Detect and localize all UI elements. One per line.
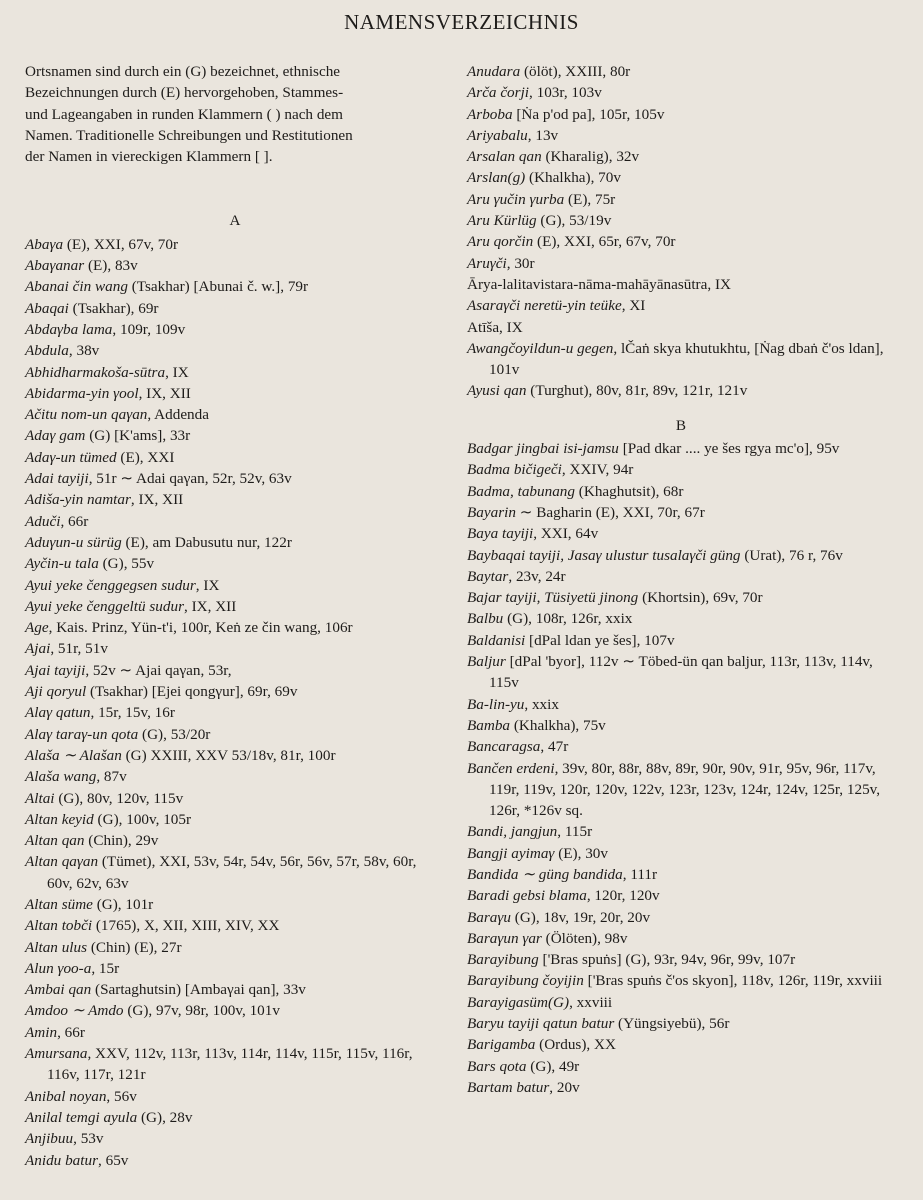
entry-name: Ambai qan bbox=[25, 981, 92, 999]
entry-refs: , XI bbox=[621, 297, 646, 315]
entry-name: Ayui yeke čenggegsen sudur bbox=[25, 576, 196, 594]
index-entry bbox=[25, 1128, 445, 1149]
entry-name: Alaγ qatun bbox=[25, 704, 91, 722]
entry-refs: [Ṅa p'od pa], 105r, 105v bbox=[512, 105, 665, 123]
entry-name: Bamba bbox=[467, 716, 511, 734]
index-entry bbox=[25, 702, 445, 723]
entry-refs: (1765), X, XII, XIII, XIV, XX bbox=[92, 917, 280, 935]
entry-name: Ačitu nom-un qaγan bbox=[25, 406, 148, 424]
entry-refs: , 51r, 51v bbox=[50, 640, 108, 658]
entry-name: Barayibung bbox=[467, 951, 539, 969]
entry-refs: (G) XXIII, XXV 53/18v, 81r, 100r bbox=[121, 746, 336, 764]
entry-name: Bars qota bbox=[467, 1057, 527, 1075]
index-entry bbox=[467, 274, 895, 295]
entry-refs: , 66r bbox=[60, 512, 89, 530]
entry-refs: , 103r, 103v bbox=[529, 84, 602, 102]
entry-name: Amdoo ∼ Amdo bbox=[25, 1002, 124, 1020]
index-entry bbox=[25, 617, 445, 638]
entry-refs: ['Bras spuṅs] (G), 93r, 94v, 96r, 99v, 107r bbox=[538, 951, 796, 969]
entry-name: Altan qaγan bbox=[25, 853, 99, 871]
index-entry bbox=[467, 970, 895, 991]
entry-name: Altan tobči bbox=[25, 917, 93, 935]
entry-refs: Ārya-lalitavistara-nāma-mahāyānasūtra, IX bbox=[467, 275, 731, 293]
index-entry bbox=[467, 438, 895, 459]
entry-name: Asaraγči neretü-yin teüke bbox=[467, 297, 622, 315]
index-entry bbox=[467, 608, 895, 629]
intro-line: Bezeichnungen durch (E) hervorgehoben, Stammes- bbox=[25, 84, 344, 102]
entry-name: Altan süme bbox=[25, 895, 93, 913]
entry-refs: (ölöt), XXIII, 80r bbox=[520, 63, 631, 80]
index-entry bbox=[25, 1000, 445, 1021]
entry-name: Abhidharmakoša-sūtra bbox=[25, 363, 166, 381]
index-entry bbox=[467, 1056, 895, 1077]
entry-name: Arboba bbox=[467, 105, 513, 123]
entry-name: Alaša wang bbox=[25, 768, 97, 786]
entry-refs: (E), XXI bbox=[116, 448, 175, 466]
index-entry bbox=[25, 596, 445, 617]
entry-refs: (Tsakhar) [Abunai č. w.], 79r bbox=[127, 278, 309, 296]
index-entry bbox=[25, 447, 445, 468]
index-entry bbox=[25, 404, 445, 425]
entry-refs: (Ölöten), 98v bbox=[541, 929, 628, 947]
intro-line: Namen. Traditionelle Schreibungen und Restitutionen bbox=[25, 126, 353, 144]
index-entry bbox=[467, 843, 895, 864]
index-entry bbox=[25, 937, 445, 958]
index-entry bbox=[467, 481, 895, 502]
entry-name: Baljur bbox=[467, 653, 506, 671]
index-entry bbox=[467, 821, 895, 842]
entry-refs: , 53v bbox=[73, 1130, 104, 1148]
entry-name: Amin bbox=[25, 1023, 58, 1041]
entry-refs: , IX bbox=[165, 363, 189, 381]
entry-refs: (G), 53/19v bbox=[536, 212, 612, 230]
index-entry bbox=[467, 1077, 895, 1098]
index-entry bbox=[467, 502, 895, 523]
index-entry bbox=[467, 1034, 895, 1055]
entry-refs: , XXIV, 94r bbox=[561, 461, 634, 479]
entry-name: Altan ulus bbox=[25, 938, 88, 956]
entry-refs: (Kharalig), 32v bbox=[541, 148, 640, 166]
entry-name: Abdula bbox=[25, 342, 69, 360]
entry-name: Arslan(g) bbox=[467, 169, 526, 187]
section-heading-a: A bbox=[229, 212, 241, 230]
index-entry bbox=[25, 276, 445, 297]
entry-refs: (G), 28v bbox=[137, 1108, 193, 1126]
entry-name: Abidarma-yin γool bbox=[25, 384, 139, 402]
index-entry bbox=[25, 724, 445, 745]
entry-refs: , IX, XII bbox=[130, 491, 184, 509]
entry-refs: , 66r bbox=[57, 1023, 85, 1041]
index-entry bbox=[467, 949, 895, 970]
index-entry bbox=[467, 146, 895, 167]
index-entry bbox=[25, 1043, 445, 1086]
entry-name: Altan qan bbox=[25, 832, 85, 850]
entry-name: Anilal temgi ayula bbox=[25, 1108, 138, 1126]
entry-refs: (Chin), 29v bbox=[84, 832, 159, 850]
entry-refs: , 56v bbox=[106, 1087, 137, 1105]
entry-name: Anidu batur bbox=[25, 1151, 98, 1169]
entry-name: Baya tayiji bbox=[467, 525, 534, 543]
intro-line: Ortsnamen sind durch ein (G) bezeichnet, ethnische bbox=[25, 63, 341, 80]
entry-name: Baytar bbox=[467, 567, 509, 585]
entry-name: Bartam batur bbox=[467, 1078, 550, 1096]
index-entry bbox=[25, 1086, 445, 1107]
intro-paragraph bbox=[25, 61, 445, 167]
index-entry bbox=[25, 766, 445, 787]
index-entry bbox=[25, 660, 445, 681]
entry-refs: [dPal ldan ye šes], 107v bbox=[525, 631, 675, 649]
index-entry bbox=[467, 736, 895, 757]
index-entry bbox=[467, 295, 895, 316]
index-entry bbox=[467, 1013, 895, 1034]
index-entry bbox=[467, 82, 895, 103]
entry-name: Abaγa bbox=[25, 235, 64, 253]
entry-list-right-a bbox=[467, 61, 895, 402]
index-entry bbox=[467, 523, 895, 544]
index-entry bbox=[467, 694, 895, 715]
index-entry bbox=[467, 459, 895, 480]
index-entry bbox=[467, 566, 895, 587]
entry-refs: (G), 97v, 98r, 100v, 101v bbox=[123, 1002, 280, 1020]
entry-name: Baraγun γar bbox=[467, 929, 542, 947]
entry-refs: , lČaṅ skya khutukhtu, [Ṅag dbaṅ č'os ldan], 101v bbox=[489, 339, 884, 379]
entry-refs: , 13v bbox=[527, 126, 559, 144]
entry-refs: (E), 30v bbox=[554, 844, 608, 862]
entry-name: Alaša ∼ Alašan bbox=[25, 746, 122, 764]
entry-refs: , IX bbox=[195, 576, 220, 594]
index-entry bbox=[25, 489, 445, 510]
entry-name: Ayčin-u tala bbox=[25, 555, 99, 573]
entry-name: Bandida ∼ güng bandida bbox=[467, 865, 623, 883]
entry-name: Amursana bbox=[25, 1045, 88, 1063]
index-entry bbox=[467, 715, 895, 736]
entry-refs: (G), 18v, 19r, 20r, 20v bbox=[510, 908, 651, 926]
entry-name: Abdaγba lama bbox=[25, 320, 113, 338]
index-entry bbox=[467, 630, 895, 651]
entry-refs: (Khalkha), 75v bbox=[510, 716, 606, 734]
index-entry bbox=[25, 830, 445, 851]
index-entry bbox=[25, 979, 445, 1000]
entry-refs: , Kais. Prinz, Yün-t'i, 100r, Keṅ ze čin wang, 106r bbox=[48, 619, 353, 637]
index-entry bbox=[25, 383, 445, 404]
entry-refs: , 52v ∼ Ajai qaγan, 53r, bbox=[85, 661, 232, 679]
entry-refs: (Khaghutsit), 68r bbox=[575, 482, 684, 500]
entry-name: Ariyabalu bbox=[467, 126, 528, 144]
entry-name: Alun γoo-a bbox=[25, 959, 92, 977]
entry-name: Adiša-yin namtar bbox=[25, 491, 131, 509]
entry-name: Aji qoryul bbox=[25, 683, 87, 701]
entry-name: Bancaragsa bbox=[467, 738, 541, 756]
entry-name: Anjibuu bbox=[25, 1130, 74, 1148]
index-entry bbox=[25, 425, 445, 446]
index-entry bbox=[467, 380, 895, 401]
entry-name: Adaγ gam bbox=[25, 427, 86, 445]
entry-name: Ajai tayiji bbox=[25, 661, 86, 679]
entry-refs: , IX, XII bbox=[184, 597, 237, 615]
entry-name: Anudara bbox=[467, 63, 521, 80]
entry-name: Bajar tayiji, Tüsiyetü jinong bbox=[467, 589, 639, 607]
entry-name: Ba-lin-yu bbox=[467, 695, 525, 713]
entry-refs: (E), am Dabusutu nur, 122r bbox=[121, 533, 292, 551]
entry-refs: ['Bras spuṅs č'os skyon], 118v, 126r, 119r, xxviii bbox=[583, 972, 883, 990]
index-entry bbox=[25, 575, 445, 596]
index-entry bbox=[25, 362, 445, 383]
right-column bbox=[467, 61, 895, 1098]
entry-refs: , 20v bbox=[549, 1078, 580, 1096]
index-entry bbox=[25, 1150, 445, 1171]
index-entry bbox=[25, 255, 445, 276]
entry-refs: , XXV, 112v, 113r, 113v, 114r, 114v, 115r, 115v, 116r, 116v, 117r, 121r bbox=[47, 1045, 413, 1084]
entry-refs: , XXI, 64v bbox=[533, 525, 599, 543]
index-entry bbox=[467, 210, 895, 231]
page-title: NAMENSVERZEICHNIS bbox=[344, 10, 579, 34]
index-entry bbox=[25, 958, 445, 979]
index-entry bbox=[467, 104, 895, 125]
entry-name: Baradi gebsi blama bbox=[467, 887, 587, 905]
entry-name: Arča čorji bbox=[467, 84, 530, 102]
entry-refs: , 30r bbox=[506, 254, 535, 272]
entry-name: Altai bbox=[25, 789, 55, 807]
index-entry bbox=[467, 189, 895, 210]
entry-refs: (G), 80v, 120v, 115v bbox=[54, 789, 184, 807]
index-entry bbox=[467, 338, 895, 381]
entry-name: Aduγun-u sürüg bbox=[25, 533, 122, 551]
entry-refs: (Turghut), 80v, 81r, 89v, 121r, 121v bbox=[526, 382, 748, 400]
entry-name: Badgar jingbai isi-jamsu bbox=[467, 440, 619, 458]
index-entry bbox=[467, 864, 895, 885]
entry-refs: (Tümet), XXI, 53v, 54r, 54v, 56r, 56v, 57r, 58v, 60r, 60v, 62v, 63v bbox=[47, 853, 417, 892]
entry-refs: (G), 100v, 105r bbox=[93, 810, 192, 828]
index-entry bbox=[25, 681, 445, 702]
index-entry bbox=[467, 545, 895, 566]
index-entry bbox=[25, 532, 445, 553]
index-entry bbox=[25, 511, 445, 532]
entry-refs: , 47r bbox=[540, 738, 569, 756]
entry-refs: (G), 108r, 126r, xxix bbox=[503, 610, 633, 628]
intro-line: und Lageangaben in runden Klammern ( ) nach dem bbox=[25, 105, 343, 123]
entry-refs: , 38v bbox=[68, 342, 100, 360]
entry-refs: , 51r ∼ Adai qaγan, 52r, 52v, 63v bbox=[88, 470, 292, 488]
intro-line: der Namen in viereckigen Klammern [ ]. bbox=[25, 148, 273, 166]
entry-name: Baryu tayiji qatun batur bbox=[467, 1015, 615, 1033]
entry-name: Ajai bbox=[25, 640, 51, 658]
entry-refs: , xxix bbox=[524, 695, 559, 713]
entry-refs: ∼ Bagharin (E), XXI, 70r, 67r bbox=[515, 503, 705, 521]
entry-refs: , 15r, 15v, 16r bbox=[90, 704, 175, 722]
entry-refs: (Khortsin), 69v, 70r bbox=[638, 589, 763, 607]
entry-refs: (G), 53/20r bbox=[138, 725, 211, 743]
entry-refs: (E), XXI, 65r, 67v, 70r bbox=[533, 233, 676, 251]
entry-name: Age bbox=[25, 619, 49, 637]
entry-name: Barigamba bbox=[467, 1036, 536, 1054]
entry-list-right-b bbox=[467, 438, 895, 1098]
entry-name: Aru qorčin bbox=[467, 233, 534, 251]
entry-name: Baraγu bbox=[467, 908, 511, 926]
entry-refs: (E), 83v bbox=[84, 257, 138, 275]
entry-refs: (Sartaghutsin) [Ambaγai qan], 33v bbox=[91, 981, 306, 999]
entry-name: Alaγ taraγ-un qota bbox=[25, 725, 139, 743]
index-entry bbox=[25, 468, 445, 489]
index-entry bbox=[25, 745, 445, 766]
index-entry bbox=[25, 851, 445, 894]
index-entry bbox=[467, 231, 895, 252]
entry-refs: (Urat), 76 r, 76v bbox=[740, 546, 843, 564]
index-entry bbox=[467, 928, 895, 949]
index-entry bbox=[467, 253, 895, 274]
index-entry bbox=[25, 234, 445, 255]
entry-list-left bbox=[25, 234, 445, 1171]
index-entry bbox=[467, 587, 895, 608]
entry-name: Altan keyid bbox=[25, 810, 94, 828]
index-entry bbox=[467, 758, 895, 822]
entry-refs: , 65v bbox=[98, 1151, 129, 1169]
entry-name: Arsalan qan bbox=[467, 148, 542, 166]
entry-refs: (Khalkha), 70v bbox=[525, 169, 621, 187]
left-column bbox=[25, 61, 445, 1171]
entry-refs: (G), 55v bbox=[98, 555, 155, 573]
index-entry bbox=[25, 1022, 445, 1043]
index-entry bbox=[467, 885, 895, 906]
entry-name: Bangji ayimaγ bbox=[467, 844, 555, 862]
entry-refs: , Addenda bbox=[147, 406, 209, 424]
entry-name: Bančen erdeni bbox=[467, 759, 555, 777]
entry-name: Balbu bbox=[467, 610, 504, 628]
entry-refs: Atīša, IX bbox=[467, 318, 523, 336]
index-entry bbox=[25, 1107, 445, 1128]
entry-name: Barayibung čoyijin bbox=[467, 972, 584, 990]
entry-name: Abaγanar bbox=[25, 257, 85, 275]
entry-refs: (G) [K'ams], 33r bbox=[85, 427, 191, 445]
entry-name: Adaγ-un tümed bbox=[25, 448, 117, 466]
entry-name: Aru γučin γurba bbox=[467, 190, 565, 208]
entry-name: Aru Kürlüg bbox=[467, 212, 537, 230]
entry-refs: , 15r bbox=[91, 959, 120, 977]
index-entry bbox=[467, 651, 895, 694]
entry-name: Aduči bbox=[25, 512, 61, 530]
entry-refs: (G), 101r bbox=[92, 895, 154, 913]
index-entry bbox=[467, 992, 895, 1013]
entry-refs: , 115r bbox=[557, 823, 593, 841]
entry-name: Awangčoyildun-u gegen bbox=[467, 339, 614, 357]
entry-refs: (Ordus), XX bbox=[535, 1036, 616, 1054]
entry-name: Badma bičigeči bbox=[467, 461, 562, 479]
index-entry bbox=[25, 894, 445, 915]
index-entry bbox=[25, 638, 445, 659]
entry-refs: (E), XXI, 67v, 70r bbox=[63, 235, 179, 253]
section-heading-b: B bbox=[675, 416, 687, 434]
entry-name: Barayigasüm(G) bbox=[467, 993, 570, 1011]
entry-refs: (Tsakhar), 69r bbox=[68, 299, 159, 317]
entry-refs: (G), 49r bbox=[526, 1057, 580, 1075]
entry-refs: (Yüngsiyebü), 56r bbox=[614, 1015, 730, 1033]
index-entry bbox=[25, 788, 445, 809]
entry-refs: [dPal 'byor], 112v ∼ Töbed-ün qan baljur, 113r, 113v, 114v, 115v bbox=[489, 653, 873, 692]
entry-refs: , IX, XII bbox=[138, 384, 191, 402]
entry-name: Baldanisi bbox=[467, 631, 526, 649]
index-entry bbox=[25, 809, 445, 830]
index-entry bbox=[467, 125, 895, 146]
index-entry bbox=[25, 915, 445, 936]
entry-name: Badma, tabunang bbox=[467, 482, 575, 500]
entry-refs: , 87v bbox=[96, 768, 127, 786]
entry-refs: [Pad dkar .... ye šes rgya mc'o], 95v bbox=[618, 440, 840, 458]
index-entry bbox=[25, 340, 445, 361]
index-entry bbox=[25, 319, 445, 340]
index-entry bbox=[467, 317, 895, 338]
entry-name: Ayusi qan bbox=[467, 382, 527, 400]
entry-refs: (Tsakhar) [Ejei qongγur], 69r, 69v bbox=[86, 683, 298, 701]
entry-name: Abanai čin wang bbox=[25, 278, 128, 296]
entry-refs: , 111r bbox=[622, 865, 658, 883]
entry-name: Bandi, jangjun bbox=[467, 823, 558, 841]
index-entry bbox=[25, 298, 445, 319]
index-entry bbox=[467, 907, 895, 928]
entry-name: Adai tayiji bbox=[25, 470, 89, 488]
entry-name: Abaqai bbox=[25, 299, 69, 317]
index-entry bbox=[467, 167, 895, 188]
entry-name: Baybaqai tayiji, Jasaγ ulustur tusalaγči güng bbox=[467, 546, 741, 564]
entry-name: Aruγči bbox=[467, 254, 507, 272]
entry-refs: , 109r, 109v bbox=[112, 320, 186, 338]
entry-refs: , 39v, 80r, 88r, 88v, 89r, 90r, 90v, 91r, 95v, 96r, 117v, 119r, 119v, 120r, 120v, 122v, 123r, 123v, 124r, 124v, 125r, 125v, 126r, *126v sq. bbox=[489, 759, 881, 820]
entry-name: Anibal noyan bbox=[25, 1087, 107, 1105]
entry-refs: , 23v, 24r bbox=[508, 567, 566, 585]
entry-refs: (Chin) (E), 27r bbox=[87, 938, 182, 956]
entry-refs: (E), 75r bbox=[564, 190, 616, 208]
index-entry bbox=[467, 61, 895, 82]
entry-name: Bayarin bbox=[467, 503, 516, 521]
entry-name: Ayui yeke čenggeltü sudur bbox=[25, 597, 184, 615]
entry-refs: , xxviii bbox=[569, 993, 613, 1011]
entry-refs: , 120r, 120v bbox=[586, 887, 660, 905]
index-entry bbox=[25, 553, 445, 574]
